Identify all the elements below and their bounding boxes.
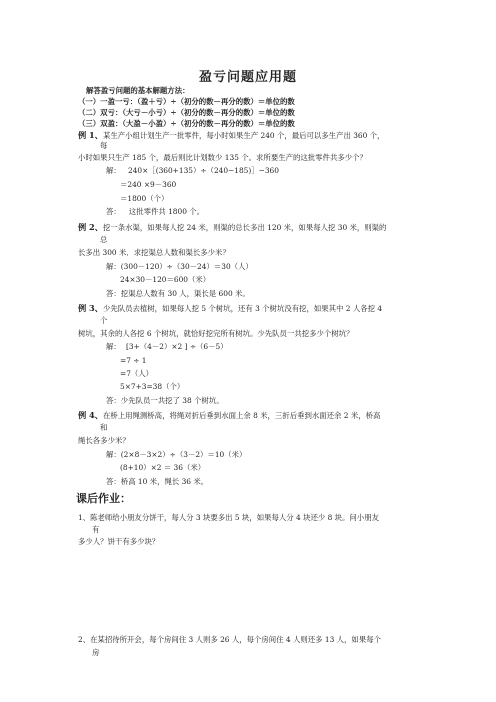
solution-label: 解： (106, 342, 121, 351)
solution-line: ＝1800（个） (120, 194, 169, 203)
solution-label: 解： (106, 166, 121, 175)
example-label: 例 2、 (78, 222, 103, 232)
homework-item-1: 1、陈老师给小朋友分饼干，每人分 3 块要多出 5 块，如果每人分 4 块还少 8 块。问小朋友 (78, 513, 379, 522)
example-2-question: 例 2、挖一条水渠，如果每人挖 24 米，则渠的总长多出 120 米，如果每人挖 30 米，则渠的 (78, 222, 387, 232)
example-3-question: 例 3、少先队员去植树，如果每人挖 5 个树坑，还有 3 个树坑没有挖，如果其中 2 人各挖 4 (78, 303, 383, 313)
homework-heading: 课后作业： (76, 492, 131, 505)
method-item: （一）一盈一亏：（盈＋亏）÷（初分的数－再分的数）＝单位的数 (78, 97, 295, 106)
answer-line: 答：少先队员一共挖了 38 个树坑。 (106, 396, 224, 405)
homework-item-2-wrap: 房 (92, 648, 100, 657)
solution-line: [3+（4－2）×2 ] ÷（6－5） (126, 342, 228, 351)
page-title: 盈亏问题应用题 (198, 70, 297, 85)
answer-line: 答：桥高 10 米，绳长 36 米。 (106, 477, 209, 486)
methods-heading: 解答盈亏问题的基本解题方法： (86, 86, 190, 95)
example-1-wrap: 每 (100, 141, 108, 150)
answer-line: 答： 这批零件共 1800 个。 (106, 207, 205, 216)
example-label: 例 3、 (78, 303, 103, 313)
example-1-question: 例 1、某生产小组计划生产一批零件，每小时如果生产 240 个，最后可以多生产出 360 个， (78, 130, 385, 140)
answer-line: 答：挖渠总人数有 30 人，渠长是 600 米。 (106, 289, 250, 298)
method-item: （三）双盈：（大盈－小盈）÷（初分的数－再分的数）＝单位的数 (78, 119, 295, 128)
solution-line: 5×7+3=38（个） (120, 382, 185, 391)
solution-line: 24×30－120＝600（米） (120, 275, 211, 284)
homework-item-1-wrap: 有 (92, 525, 100, 534)
example-label: 例 1、 (78, 130, 103, 140)
solution-line: (8+10）×2 ＝ 36（米） (120, 463, 206, 472)
example-2-wrap: 总 (100, 235, 108, 244)
example-4-wrap: 和 (100, 423, 108, 432)
solution-line: =7（人） (120, 369, 154, 378)
example-label: 例 4、 (78, 410, 103, 420)
homework-item-2: 2、在某招待所开会，每个房间住 3 人则多 26 人，每个房间住 4 人则还多 13 人，如果每个 (78, 635, 381, 644)
example-3-wrap: 个 (100, 316, 108, 325)
example-1-question-cont: 小时如果只生产 185 个，最后则比计划数少 135 个。求所要生产的这批零件共多少个？ (78, 153, 367, 162)
example-4-question: 例 4、在桥上用绳测桥高，将绳对折后垂到水面上余 8 米，三折后垂到水面还余 2 米，桥高 (78, 410, 381, 420)
solution-line: =7 ÷ 1 (120, 356, 147, 365)
homework-item-1-cont: 多少人？饼干有多少块？ (78, 537, 160, 546)
example-4-question-cont: 绳长各多少米？ (78, 436, 130, 445)
example-2-question-cont: 长多出 300 米．求挖渠总人数和渠长多少米？ (78, 248, 230, 257)
solution-line: 解：(300－120）÷（30－24）＝30（人） (106, 262, 253, 271)
solution-line: 240×［(360+135）÷（240−185)］−360 (128, 166, 279, 175)
example-3-question-cont: 树坑，其余的人各挖 6 个树坑，就恰好挖完所有树坑。少先队员一共挖多少个树坑？ (78, 329, 354, 338)
solution-line: 解：(2×8－3×2）÷（3－2）＝10（米） (106, 450, 247, 459)
solution-line: ＝240 ×9－360 (120, 180, 177, 189)
method-item: （二）双亏：（大亏－小亏）÷（初分的数－再分的数）＝单位的数 (78, 108, 295, 117)
